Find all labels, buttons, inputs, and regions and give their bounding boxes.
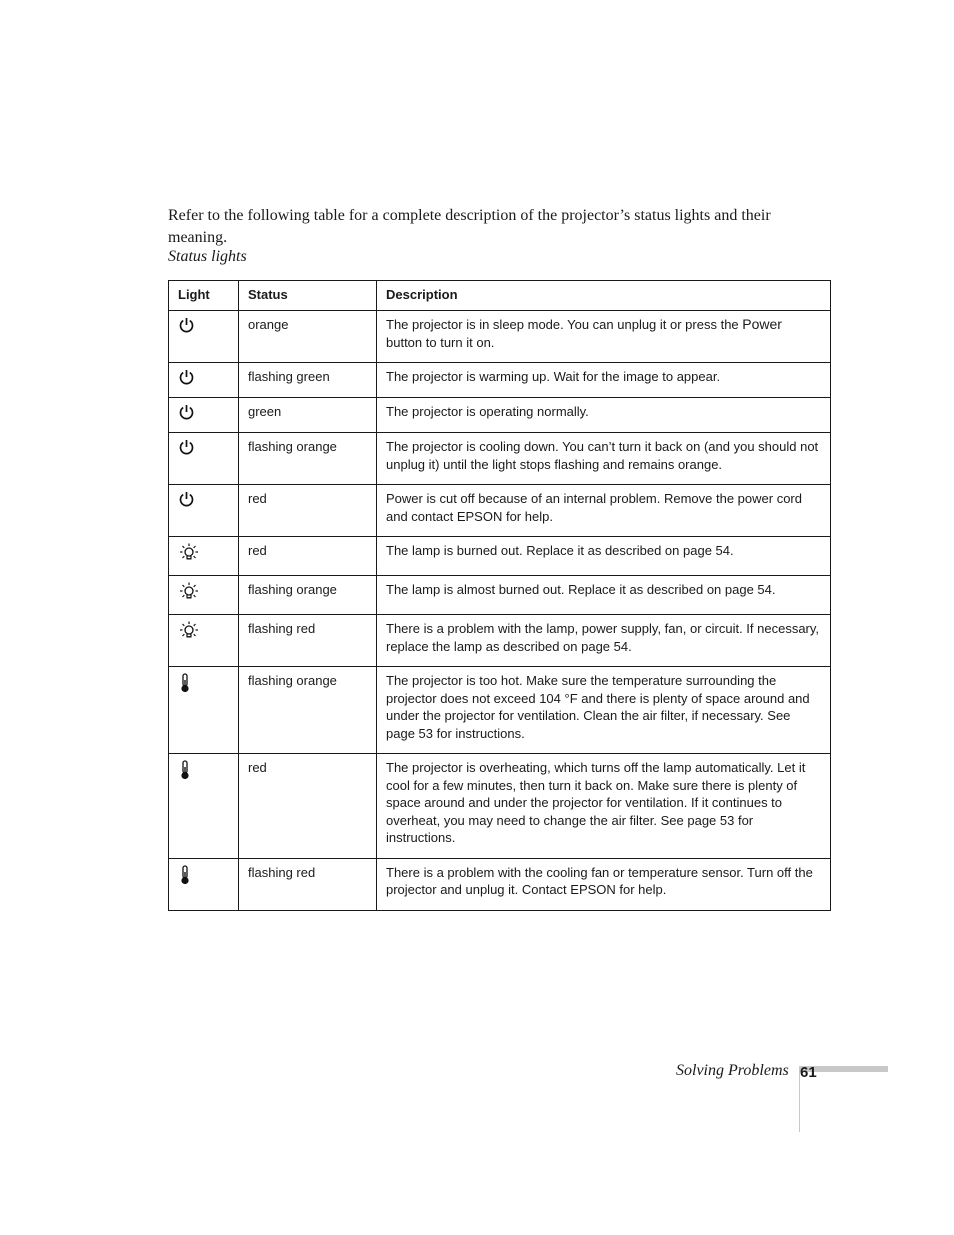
- light-cell: [169, 754, 239, 859]
- status-cell: flashing orange: [239, 433, 377, 485]
- light-cell: [169, 537, 239, 576]
- table-caption: Status lights: [168, 248, 247, 265]
- light-cell: [169, 485, 239, 537]
- description-cell: There is a problem with the cooling fan or temperature sensor. Turn off the projector and unplug it. Contact EPSON for help.: [377, 858, 831, 910]
- status-cell: flashing orange: [239, 576, 377, 615]
- header-status: Status: [239, 281, 377, 311]
- light-cell: [169, 433, 239, 485]
- light-cell: [169, 363, 239, 398]
- status-cell: flashing red: [239, 858, 377, 910]
- table-row: [169, 537, 831, 576]
- power-icon: [178, 490, 229, 508]
- status-cell: flashing red: [239, 615, 377, 667]
- page-number: 61: [800, 1064, 817, 1081]
- power-icon: [178, 316, 229, 334]
- light-cell: [169, 398, 239, 433]
- description-cell: The projector is operating normally.: [377, 398, 831, 433]
- thermometer-icon: [178, 672, 229, 694]
- status-cell: flashing orange: [239, 667, 377, 754]
- table-row: [169, 485, 831, 537]
- table-row: [169, 363, 831, 398]
- table-header-row: [169, 281, 831, 311]
- header-description: Description: [377, 281, 831, 311]
- description-cell: Power is cut off because of an internal problem. Remove the power cord and contact EPSON for help.: [377, 485, 831, 537]
- description-cell: The projector is too hot. Make sure the temperature surrounding the projector does not exceed 104 °F and there is plenty of space around and under the projector for ventilation. Clean the air filter, if necessary. See page 53 for instructions.: [377, 667, 831, 754]
- footer-section-title: Solving Problems: [676, 1062, 789, 1079]
- description-cell: There is a problem with the lamp, power supply, fan, or circuit. If necessary, replace the lamp as described on page 54.: [377, 615, 831, 667]
- intro-paragraph: Refer to the following table for a complete description of the projector’s status lights and their meaning.: [168, 207, 771, 246]
- status-cell: red: [239, 537, 377, 576]
- status-lights-table: [168, 280, 831, 911]
- light-cell: [169, 576, 239, 615]
- status-cell: green: [239, 398, 377, 433]
- table-row: [169, 754, 831, 859]
- power-icon: [178, 438, 229, 456]
- description-cell: The projector is overheating, which turns off the lamp automatically. Let it cool for a few minutes, then turn it back on. Make sure there is plenty of space around and under the projector for ventilation. If it continues to overheat, you may need to change the air filter. See page 53 for instructions.: [377, 754, 831, 859]
- light-cell: [169, 615, 239, 667]
- thermometer-icon: [178, 864, 229, 886]
- status-cell: flashing green: [239, 363, 377, 398]
- header-light: Light: [169, 281, 239, 311]
- table-row: [169, 667, 831, 754]
- lamp-icon: [178, 581, 229, 603]
- light-cell: [169, 667, 239, 754]
- power-icon: [178, 403, 229, 421]
- table-row: [169, 858, 831, 910]
- table-row: [169, 398, 831, 433]
- description-cell: The lamp is almost burned out. Replace it as described on page 54.: [377, 576, 831, 615]
- description-cell: The projector is in sleep mode. You can unplug it or press the Power button to turn it on.: [377, 311, 831, 363]
- lamp-icon: [178, 620, 229, 642]
- status-cell: red: [239, 754, 377, 859]
- table-row: [169, 615, 831, 667]
- description-cell: The lamp is burned out. Replace it as described on page 54.: [377, 537, 831, 576]
- power-button-label: Power: [742, 316, 782, 332]
- status-cell: orange: [239, 311, 377, 363]
- light-cell: [169, 858, 239, 910]
- lamp-icon: [178, 542, 229, 564]
- status-cell: red: [239, 485, 377, 537]
- table-row: [169, 433, 831, 485]
- table-row: [169, 576, 831, 615]
- description-cell: The projector is cooling down. You can’t turn it back on (and you should not unplug it) until the light stops flashing and remains orange.: [377, 433, 831, 485]
- light-cell: [169, 311, 239, 363]
- power-icon: [178, 368, 229, 386]
- thermometer-icon: [178, 759, 229, 781]
- description-cell: The projector is warming up. Wait for the image to appear.: [377, 363, 831, 398]
- table-row: [169, 311, 831, 363]
